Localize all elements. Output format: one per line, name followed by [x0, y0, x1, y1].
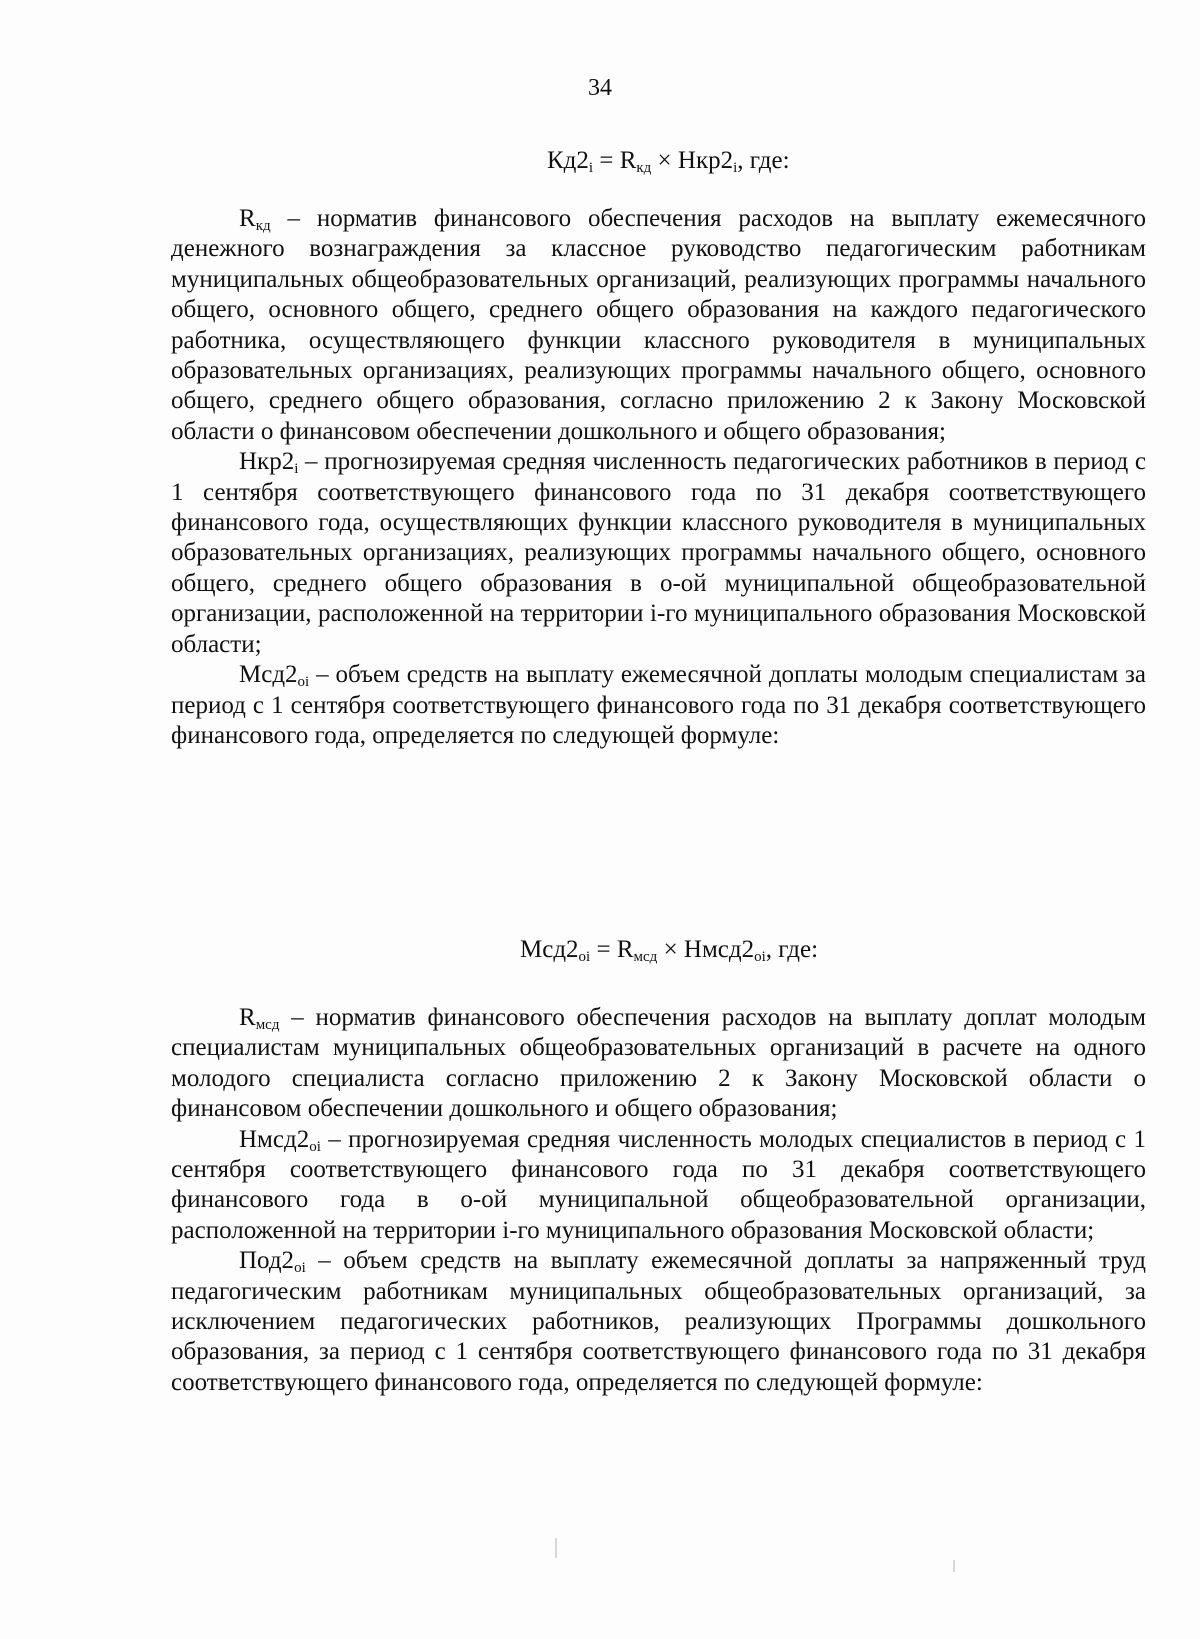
formula-msd-rhs: $Нмсд2_{oi}$ — [683, 936, 766, 965]
paragraph-nmsd2: $Нмсд2_{oi}$ – прогнозируемая средняя численность молодых специалистов в период с 1 сентября соответствующего финансового года по 31 декабря соответствующего финансового года в о-ой муниципальной общеобразовательной организации, расположенной на территории i-го муниципального образования Московской области; — [171, 1125, 1146, 1244]
formula-kd-lhs: $Кд2_i$ — [547, 147, 594, 176]
formula-kd-rhs: $Нкр2_i$ — [677, 147, 738, 176]
term-nmsd2: $Нмсд2_{oi}$ — [239, 1125, 321, 1155]
term-pod2: $Под2_{oi}$ — [239, 1247, 306, 1277]
formula-msd-lhs: $Мсд2_{oi}$ — [520, 936, 591, 965]
paragraph-r-kd: $R_{кд}$ – норматив финансового обеспечения расходов на выплату ежемесячного денежного вознаграждения за классное руководство педагогическим работникам муниципальных общеобразовательных организаций, реализующих программы начального общего, основного общего, среднего общего образования на каждого педагогического работника, осуществляющего функции классного руководителя в муниципальных образовательных организациях, реализующих программы начального общего, основного общего, среднего общего образования, согласно приложению 2 к Закону Московской области о финансовом обеспечении дошкольного и общего образования; — [171, 205, 1146, 445]
paragraph-pod2: $Под2_{oi}$ – объем средств на выплату ежемесячной доплаты за напряженный труд педагогическим работникам муниципальных общеобразовательных организаций, за исключением педагогических работников, реализующих Программы дошкольного образования, за период с 1 сентября соответствующего финансового года по 31 декабря соответствующего финансового года, определяется по следующей формуле: — [171, 1247, 1146, 1396]
scan-artifact — [953, 1560, 955, 1572]
text-block-2 — [171, 1003, 1146, 1398]
formula-kd-r: $R_{кд}$ — [619, 147, 652, 176]
formula-msd-r: $R_{мсд}$ — [616, 936, 658, 965]
term-nkr2: $Нкр2_i$ — [239, 448, 299, 478]
formula-msd: $Мсд2_{oi} = R_{мсд}$ × $Нмсд2_{oi}$, где: — [520, 936, 819, 965]
term-r-msd: $R_{мсд}$ — [239, 1004, 280, 1033]
paragraph-nkr2: $Нкр2_i$ – прогнозируемая средняя численность педагогических работников в период с 1 сентября соответствующего финансового года по 31 декабря соответствующего финансового года, осуществляющих функции классного руководителя в муниципальных образовательных организациях, реализующих программы начального общего, основного общего, среднего общего образования в о-ой муниципальной общеобразовательной организации, расположенной на территории i-го муниципального образования Московской области; — [171, 448, 1146, 658]
term-r-kd: $R_{кд}$ — [239, 205, 271, 234]
page-number: 34 — [588, 75, 612, 101]
paragraph-msd2: $Мсд2_{oi}$ – объем средств на выплату ежемесячной доплаты молодым специалистам за период с 1 сентября соответствующего финансового года по 31 декабря соответствующего финансового года, определяется по следующей формуле: — [171, 661, 1146, 749]
text-block-1 — [171, 204, 1146, 751]
formula-kd: $Кд2_i = R_{кд} \times Нкр2_i$, где: — [547, 147, 790, 176]
term-msd2: $Мсд2_{oi}$ — [239, 661, 310, 691]
paragraph-r-msd: $R_{мсд}$ – норматив финансового обеспечения расходов на выплату доплат молодым специалистам муниципальных общеобразовательных организаций в расчете на одного молодого специалиста согласно приложению 2 к Закону Московской области о финансовом обеспечении дошкольного и общего образования; — [171, 1004, 1146, 1123]
scan-artifact — [555, 1538, 557, 1558]
